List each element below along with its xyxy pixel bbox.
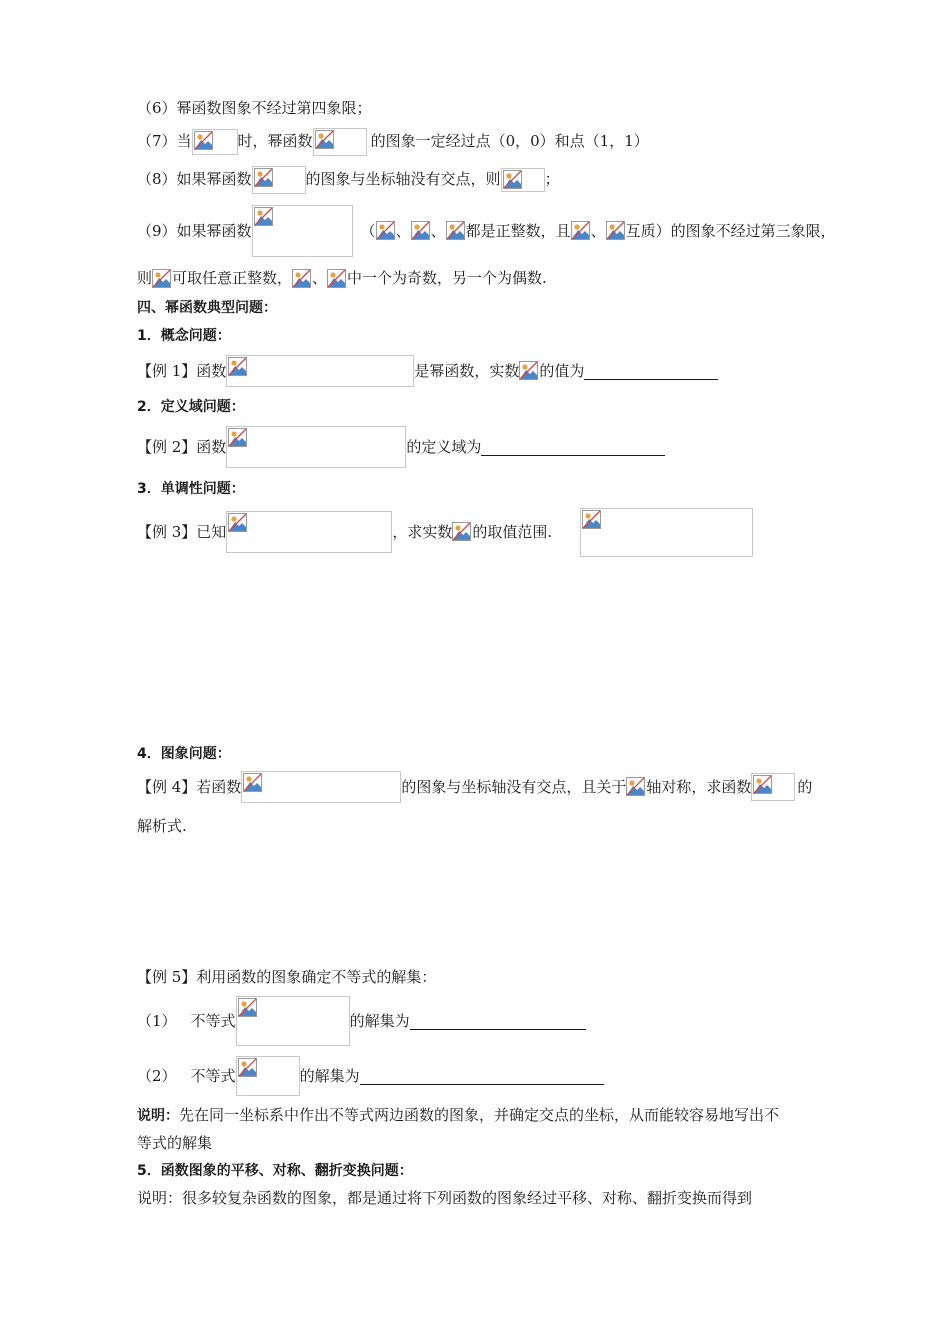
answer-blank[interactable] xyxy=(410,1013,586,1030)
item-9-sep: 、 xyxy=(395,222,411,240)
broken-image-icon xyxy=(228,357,247,376)
subsection-title-concept: 1．概念问题： xyxy=(137,328,231,344)
part-number: （1） xyxy=(137,1012,177,1030)
answer-blank[interactable] xyxy=(584,363,718,380)
formula-image xyxy=(236,1056,300,1096)
formula-image xyxy=(411,221,431,241)
item-9-text-a: （9）如果幂函数 xyxy=(137,222,252,240)
formula-image xyxy=(313,128,367,156)
example-3-text-a: 【例 3】已知 xyxy=(137,523,227,541)
broken-image-icon xyxy=(411,221,430,240)
subsection-title-monotonic: 3．单调性问题： xyxy=(137,481,245,497)
broken-image-icon xyxy=(238,1058,257,1077)
item-9-text-b: （ xyxy=(360,222,376,240)
item-8-text-c: ； xyxy=(544,170,560,188)
example-3-text-c: 的取值范围. xyxy=(472,523,553,541)
note-label: 说明： xyxy=(137,1108,179,1124)
broken-image-icon xyxy=(292,269,311,288)
item-7-text-c: 的图象一定经过点（0，0）和点（1，1） xyxy=(370,132,649,150)
example-3 xyxy=(137,511,552,553)
formula-image xyxy=(501,168,545,192)
broken-image-icon xyxy=(582,510,601,529)
subsection-title-domain: 2．定义域问题： xyxy=(137,399,245,415)
example-1-text-a: 【例 1】函数 xyxy=(137,362,227,380)
broken-image-icon xyxy=(238,998,257,1017)
formula-image xyxy=(327,269,347,289)
subsection-title-graph: 4．图象问题： xyxy=(137,746,231,762)
example-4-text-a: 【例 4】若函数 xyxy=(137,778,242,796)
item-9 xyxy=(137,205,836,257)
section-title: 四、幂函数典型问题： xyxy=(137,300,277,316)
formula-image xyxy=(226,511,392,553)
formula-image xyxy=(241,771,401,803)
formula-image xyxy=(152,269,172,289)
formula-image xyxy=(252,205,353,257)
formula-image xyxy=(236,996,350,1046)
broken-image-icon xyxy=(452,522,471,541)
broken-image-icon xyxy=(519,361,538,380)
example-4 xyxy=(137,771,812,803)
broken-image-icon xyxy=(503,170,522,189)
broken-image-icon xyxy=(376,221,395,240)
example-4-line-2: 解析式. xyxy=(137,817,187,835)
note-line-1: 先在同一坐标系中作出不等式两边函数的图象，并确定交点的坐标，从而能较容易地写出不 xyxy=(179,1106,780,1124)
broken-image-icon xyxy=(606,221,625,240)
item-8 xyxy=(137,166,560,194)
subsection-title-transform: 5．函数图象的平移、对称、翻折变换问题： xyxy=(137,1163,413,1179)
example-3-text-b: ，求实数 xyxy=(392,523,453,541)
example-5-note-line-2: 等式的解集 xyxy=(137,1134,213,1152)
formula-image xyxy=(292,269,312,289)
example-5-title: 【例 5】利用函数的图象确定不等式的解集： xyxy=(137,968,437,986)
broken-image-icon xyxy=(194,131,213,150)
item-6-text: （6）幂函数图象不经过第四象限； xyxy=(137,99,372,117)
item-9-sep: 、 xyxy=(590,222,606,240)
broken-image-icon xyxy=(327,269,346,288)
broken-image-icon xyxy=(753,775,772,794)
part-number: （2） xyxy=(137,1067,177,1085)
item-9-line2-sep: 、 xyxy=(312,269,328,287)
example-1-text-b: 是幂函数，实数 xyxy=(414,362,520,380)
part-1-text-b: 的解集为 xyxy=(349,1012,410,1030)
example-5-part-2 xyxy=(137,1056,604,1096)
formula-image xyxy=(226,426,406,468)
item-7 xyxy=(137,128,649,156)
broken-image-icon xyxy=(152,269,171,288)
item-9-line-2 xyxy=(137,268,547,289)
item-9-line2-a: 则 xyxy=(137,269,153,287)
item-7-text-a: （7）当 xyxy=(137,132,192,150)
item-9-text-e: 都是正整数，且 xyxy=(465,222,571,240)
answer-blank[interactable] xyxy=(360,1068,604,1085)
formula-image xyxy=(571,221,591,241)
broken-image-icon xyxy=(228,428,247,447)
broken-image-icon xyxy=(254,168,273,187)
broken-image-icon xyxy=(315,130,334,149)
example-2-text-a: 【例 2】函数 xyxy=(137,438,227,456)
formula-image xyxy=(751,773,795,801)
broken-image-icon xyxy=(626,777,645,796)
item-9-text-g: 互质）的图象不经过第三象限， xyxy=(625,222,836,240)
item-8-text-b: 的图象与坐标轴没有交点，则 xyxy=(305,170,501,188)
example-5-note xyxy=(137,1105,779,1126)
formula-image xyxy=(606,221,626,241)
example-4-text-c: 轴对称，求函数 xyxy=(646,778,752,796)
broken-image-icon xyxy=(571,221,590,240)
item-7-text-b: 时，幂函数 xyxy=(237,132,313,150)
item-9-sep: 、 xyxy=(430,222,446,240)
broken-image-icon xyxy=(254,207,273,226)
answer-blank[interactable] xyxy=(481,439,665,456)
example-4-text-d: 的 xyxy=(797,778,813,796)
part-2-text-b: 的解集为 xyxy=(299,1067,360,1085)
item-6 xyxy=(137,98,372,118)
part-1-text-a: 不等式 xyxy=(190,1012,236,1030)
formula-image xyxy=(580,508,753,557)
example-5-part-1 xyxy=(137,996,586,1046)
item-8-text-a: （8）如果幂函数 xyxy=(137,170,252,188)
example-2 xyxy=(137,426,665,468)
formula-image xyxy=(252,166,306,194)
example-1-text-c: 的值为 xyxy=(539,362,585,380)
formula-image xyxy=(519,361,539,381)
item-9-line2-d: 中一个为奇数，另一个为偶数. xyxy=(347,269,547,287)
formula-image xyxy=(446,221,466,241)
formula-image xyxy=(626,777,646,797)
formula-image xyxy=(376,221,396,241)
example-2-text-b: 的定义域为 xyxy=(406,438,482,456)
formula-image xyxy=(452,522,472,542)
broken-image-icon xyxy=(243,773,262,792)
item-9-line2-b: 可取任意正整数， xyxy=(172,269,293,287)
part-2-text-a: 不等式 xyxy=(190,1067,236,1085)
transform-note: 说明：很多较复杂函数的图象，都是通过将下列函数的图象经过平移、对称、翻折变换而得到 xyxy=(137,1189,753,1207)
example-1 xyxy=(137,355,718,387)
formula-image xyxy=(226,355,414,387)
formula-image xyxy=(192,129,238,155)
broken-image-icon xyxy=(228,513,247,532)
broken-image-icon xyxy=(446,221,465,240)
example-4-text-b: 的图象与坐标轴没有交点，且关于 xyxy=(401,778,627,796)
